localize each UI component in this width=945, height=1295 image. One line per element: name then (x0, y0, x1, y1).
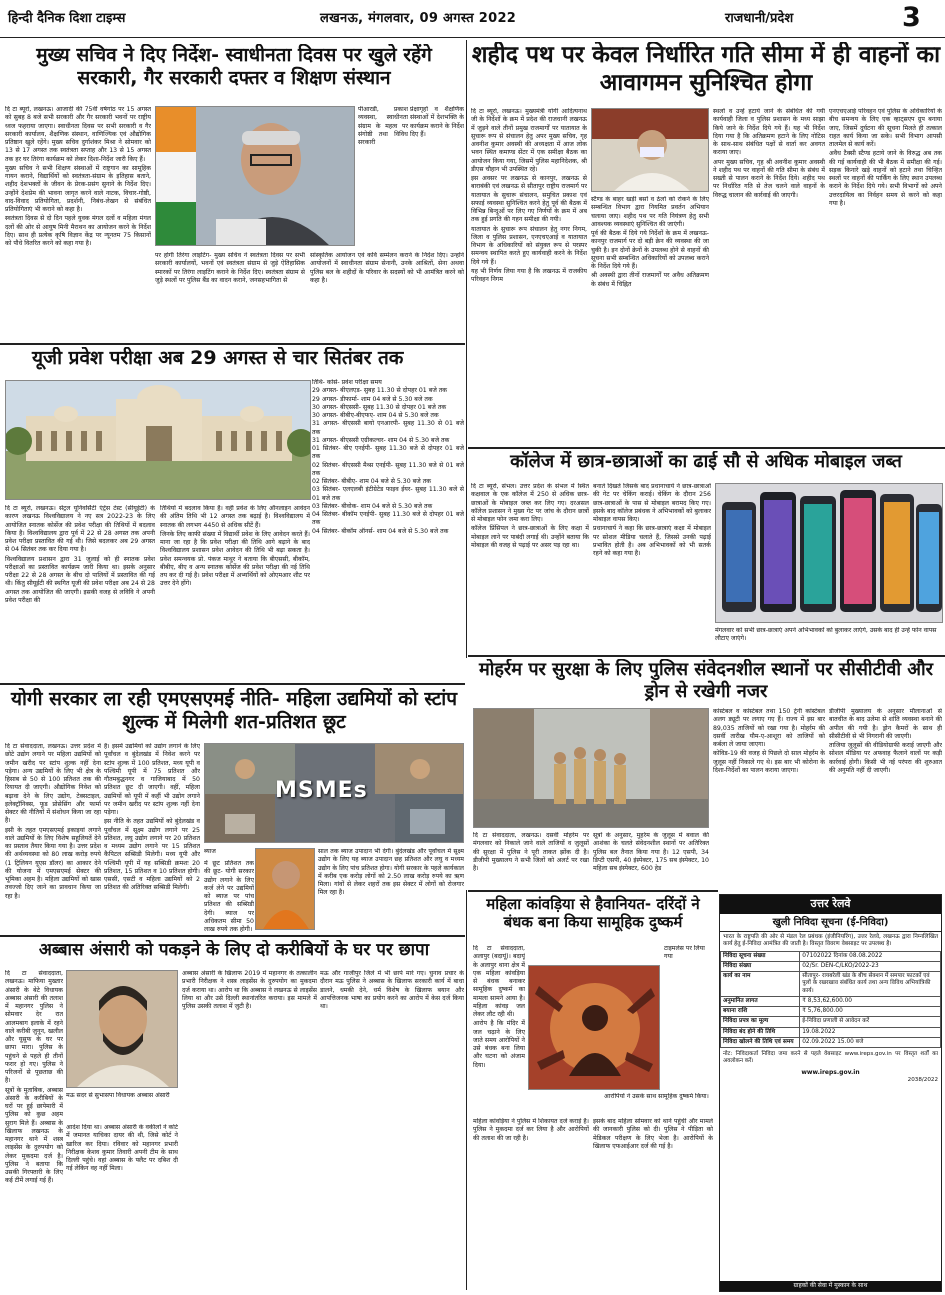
paragraph: श्री अवस्थी द्वारा तीनों राजमार्गों पर अवैध अतिक्रमण के संबंध में चिह्नित (591, 272, 709, 288)
tender-row-value: ₹ 8,53,62,600.00 (800, 996, 941, 1006)
paragraph: पीआरडी, प्रकाश व्यवस्था, स्वाधीनता संग्राम के महत्व पर संगोष्ठी तथा विविध सरकारी (358, 106, 408, 146)
article-body (182, 970, 317, 1290)
paragraph: साल तक ब्याज उपादान भी देगी। बुंदेलखंड और पूर्वांचल में सूक्ष्म उद्योग के लिए यह ब्याज उपादान छह प्रतिशत और लघु व मध्यम उद्योग के लिए पांच प्रतिशत होगा। योगी सरकार के पहले कार्यकाल में करीब एक करोड़ लोगों को 2.50 लाख करोड़ रुपये का ऋण मिला। गांवों से लेकर शहरों तक इस सेक्टर में लोगों को रोजगार मिल रहा है। (318, 848, 464, 897)
paragraph: कांस्टेबल व कांस्टेबल तथा 150 ट्रेनी कांस्टेबल अलग ड्यूटी पर लगाए गए हैं। राज्य में इस बार 89,035 ताजियों को रखा गया है। मोहर्रम की दसवीं तारीख यौम-ए-आशूरा को ताजियों को कर्बला ले जाया जाएगा। (713, 708, 825, 748)
article-body (66, 1124, 178, 1290)
article-body (204, 860, 254, 934)
paragraph: प्रेक्षागृहों व शैक्षणिक संस्थाओं में देशभक्ति के कार्यक्रम कराने के निर्देश दिए हैं। (410, 106, 464, 138)
paragraph: स्टैण्ड के बाहर खड़ी बसों व ठेलों को रोकने के लिए सम्बन्धित विभाग द्वारा नियमित प्रवर्तन अभियान चलाया जाए। शहीद पथ पर गति नियंत्रण हेतु सभी आवश्यक व्यवस्थाएं सुनिश्चित की जाएंगी। (591, 196, 709, 228)
article-body (471, 483, 589, 653)
tender-row (721, 962, 941, 972)
tender-row-value: सीतापुर- रायबरेली खंड के बीच सेक्शन में समपार फाटकों एवं पुलों के रखरखाव संबंधित कार्य तथा अन्य विविध अभियांत्रिकी कार्य। (800, 972, 941, 997)
article-body (320, 970, 464, 1290)
tender-row-value: 07102022 दिनांक 08.08.2022 (800, 951, 941, 961)
paragraph: जिनके लिए काफी संख्या में विद्यार्थी प्रवेश के लिए आवेदन करते हैं। माना जा रहा है कि प्रवेश परीक्षा की तिथि आगे बढ़ाने के बाद विश्वविद्यालय प्रशासन प्रवेश आवेदन की तिथि भी बढ़ा सकता है। प्रवेश समन्वयक प्रो. पंकज माथुर ने बताया कि बीएससी, बीकॉम, बीबीए, बीए व अन्य स्नातक कोर्सेज की प्रवेश परीक्षा की नई तिथि तय कर दी गई है। प्रवेश परीक्षा में अभ्यर्थियों को ओएमआर शीट पर उत्तर देने होंगे। (160, 530, 310, 588)
article-body (310, 252, 464, 340)
tender-row (721, 951, 941, 961)
newspaper-name: हिन्दी दैनिक दिशा टाइम्स (8, 11, 126, 26)
tender-row (721, 996, 941, 1006)
article-body (5, 505, 155, 680)
paragraph: इसके बाद महिला सोमवार को थाने पहुंची और मामले की जानकारी पुलिस को दी। पुलिस ने पीड़िता को मेडिकल परीक्षण के लिए भेजा है। आरोपियों के खिलाफ एफआईआर दर्ज की गई है। (593, 1118, 713, 1150)
section-name: राजधानी/प्रदेश (725, 11, 794, 26)
tender-row (721, 1027, 941, 1037)
tender-row (721, 1017, 941, 1027)
article-body (318, 848, 464, 934)
photo-caption: ब्याज (204, 848, 216, 855)
article-body (473, 1118, 589, 1290)
paragraph: दि टा संवाददाता, लखनऊ। दसवीं मोहर्रम पर मंगलवार को निकाले जाने वाले ताजियों व जुलूसों की सुरक्षा में पुलिस ने पूरी ताकत झोंक दी है। डीजीपी मुख्यालय ने सभी जिलों को अलर्ट पर रखा है। (473, 832, 589, 872)
article-body (5, 970, 63, 1290)
article-body (593, 832, 709, 888)
paragraph: अपर मुख्य सचिव, गृह श्री अवनीश कुमार अवस्थी ने शहीद पथ पर वाहनों की गति सीमा के संबंध में सख्ती से पालन कराने के निर्देश दिये। शहीद पथ पर निर्धारित गति से तेज चलने वाले वाहनों के विरुद्ध चालान की कार्रवाई की जाएगी। (713, 158, 825, 199)
tender-intro: भारत के राष्ट्रपति की ओर से मंडल रेल प्रबंधक (इंजीनियरिंग), उत्तर रेलवे, लखनऊ द्वारा निम्नलिखित कार्य हेतु ई-निविदा आमंत्रित की जाती है। विस्तृत विवरण वेबसाइट पर उपलब्ध है। (723, 933, 938, 948)
page-number: 3 (902, 2, 921, 33)
article-body (829, 108, 942, 444)
column-divider (466, 40, 467, 658)
headline-msme-policy: योगी सरकार ला रही एमएसएमई नीति- महिला उद्यमियों को स्टांप शुल्क में मिलेगी शत-प्रतिशत छूट (10, 688, 458, 733)
tender-row-value: ₹ 5,76,800.00 (800, 1007, 941, 1017)
article-body (5, 106, 151, 342)
paragraph: मुख्य सचिव ने सभी शिक्षण संस्थाओं में राष्ट्रगान का सामूहिक गायन कराने, विद्यार्थियों को स्वतंत्रता-संग्राम के इतिहास बताने, शहीद देशभक्तों के जीवन के प्रेरक-प्रसंग सुनाने के निर्देश दिए। उन्होंने देशप्रेम की भावना जागृत करने वाले नाटक, विचार-गोष्ठी, वाद-विवाद प्रतियोगिता, प्रदर्शनी, निबंध-लेखन से संबंधित प्रतियोगिताएं भी कराने को कहा है। (5, 164, 151, 213)
tender-row (721, 972, 941, 997)
paragraph: आदेश दिया था। अब्बास अंसारी के वकीलों ने कोर्ट में जमानत याचिका दायर की थी, जिसे कोर्ट ने खारिज कर दिया। रविवार को महानगर प्रभारी निरीक्षक केशव कुमार तिवारी अपनी टीम के साथ दिल्ली पहुंचे। वहां अब्बास के फ्लैट पर दबिश दी गई लेकिन वह नहीं मिला। (66, 1124, 178, 1173)
paragraph: मऊ और गाजीपुर जिले में भी छापे मारे गए। चुनाव प्रचार के दौरान मऊ पुलिस ने अब्बास के खिलाफ सरकारी कार्य में बाधा डालने, धमकी देने, धर्म विशेष के खिलाफ बयान और आपत्तिजनक भाषा का प्रयोग करने का आरोप में केस दर्ज किया था। (320, 970, 464, 1010)
dateline: लखनऊ, मंगलवार, 09 अगस्त 2022 (320, 11, 517, 26)
university-photo (5, 380, 311, 500)
headline-kanwariya-crime: महिला कांवड़िया से हैवानियत- दरिंदों ने बंधक बना किया सामूहिक दुष्कर्म (486, 895, 700, 931)
tender-row (721, 1037, 941, 1047)
police-patrol-photo (473, 708, 709, 828)
paragraph: विश्वविद्यालय प्रशासन द्वारा 31 जुलाई को ही स्नातक प्रवेश परीक्षाओं का प्रस्तावित कार्यक्रम जारी किया था। इसके अनुसार परीक्षा 22 से 28 अगस्त के बीच दो पालियों में प्रस्तावित की गई थी। किंतु सीयूईटी की स्थगित यूजी की प्रवेश परीक्षा अब 24 से 28 अगस्त तक आयोजित की जाएगी। इसकी वजह से लविवि ने अपनी प्रवेश परीक्षा की (5, 555, 155, 604)
tender-row-value: 02.09.2022 15.00 बजे (800, 1037, 941, 1047)
paragraph: अब्बास अंसारी के खिलाफ 2019 में महानगर के तत्कालीन प्रभारी निरीक्षक ने शस्त्र लाइसेंस के दुरुपयोग का मुकदमा दर्ज कराया था। आरोप था कि अब्बास ने लखनऊ से लाइसेंस लिया था और उसे दिल्ली स्थानांतरित कराया। इस मामले में पुलिस उसकी तलाश में जुटी है। (182, 970, 317, 1010)
section-rule (468, 890, 718, 892)
paragraph: इसी के तहत एमएसएमई इकाइयां लगाने वाले उद्यमियों के लिए विशेष सहूलियतें देने का प्रस्ताव तैयार किया गया है। उत्तर प्रदेश की अर्थव्यवस्था को 80 लाख करोड़ रुपये (1 ट्रिलियन यूएस डॉलर) का आकार देने की योजना में एमएसएमई सेक्टर की भूमिका अहम है। महिला उद्यमियों को खास तवज्जो दिए जाने का प्रावधान किया जा रहा है। (5, 826, 101, 900)
headline-chief-secretary: मुख्य सचिव ने दिए निर्देश- स्वाधीनता दिवस पर खुले रहेंगे सरकारी, गैर सरकारी दफ्तर व शिक्षण संस्थान (36, 44, 432, 89)
tender-row-value: 19.08.2022 (800, 1027, 941, 1037)
article-body (593, 483, 711, 653)
paragraph: यह भी निर्णय लिया गया है कि लखनऊ में राजकीय परिवहन निगम (471, 267, 587, 283)
tender-row-label: निविदा खोलने की तिथि एवं समय (721, 1037, 800, 1047)
tender-row-value: ई-निविदा प्रणाली से आवेदन करें (800, 1017, 941, 1027)
article-body (829, 708, 942, 888)
tender-code: 2038/2022 (907, 1076, 938, 1083)
paragraph: दि टा संवाददाता, लखनऊ। उत्तर प्रदेश में छोटे उद्योग लगाने पर महिला उद्यमियों को जमीन खरीद पर स्टांप शुल्क नहीं देना पड़ेगा। अन्य उद्यमियों के लिए भी क्षेत्र के हिसाब से 50 से 100 प्रतिशत तक की रियायत दी जाएगी। औद्योगिक निवेश को बढ़ावा देने के लिए उद्योग, टेक्सटाइल, इलेक्ट्रॉनिक्स, फूड प्रोसेसिंग और फार्मा सेक्टर की नीतियों में संशोधन किया जा रहा है। (5, 743, 101, 825)
paragraph: दि टा संवाददाता, अलापुर (बदायूं)। बदायूं के अलापुर थाना क्षेत्र में एक महिला कांवड़िया से बंधक बनाकर सामूहिक दुष्कर्म का मामला सामने आया है। महिला कांवड़ जल लेकर लौट रही थी। (473, 945, 525, 1018)
paragraph: दि टा ब्यूरो, लखनऊ। सेंट्रल यूनिवर्सिटी एंट्रेंस टेस्ट (सीयूईटी) के कारण लखनऊ विश्वविद्यालय ने नए सत्र 2022-23 के लिए आयोजित स्नातक कोर्सेज की प्रवेश परीक्षा की तिथियों में बदलाव किया है। विश्वविद्यालय द्वारा पूर्व में 22 से 28 अगस्त तक अपनी प्रवेश परीक्षा प्रस्तावित की गई थी। जिसे बदलकर अब 29 अगस्त से 04 सितंबर तक कर दिया गया है। (5, 505, 155, 554)
paragraph: तिथियों में बदलाव किया है। वहीं प्रवेश के लिए ऑनलाइन आवेदन की अंतिम तिथि भी 12 अगस्त तक बढ़ाई है। विश्वविद्यालय में स्नातक की लगभग 4450 से अधिक सीटें हैं। (160, 505, 310, 529)
paragraph: महिला कांवड़िया ने पुलिस में शिकायत दर्ज कराई है। पुलिस ने मुकदमा दर्ज कर लिया है और आरोपियों की तलाश की जा रही है। (473, 1118, 589, 1142)
paragraph: ताजिया जुलूसों की वीडियोग्राफी कराई जाएगी और सोशल मीडिया पर अफवाह फैलाने वालों पर कड़ी कार्रवाई होगी। किसी भी नई परंपरा की शुरुआत की अनुमति नहीं दी जाएगी। (829, 742, 942, 774)
photo-caption: टाइमलेस पर लिया गया (664, 945, 705, 961)
article-body (593, 1118, 713, 1290)
tender-row-label: बयाना राशि (721, 1007, 800, 1017)
tender-note: नोट: निविदाकर्ता निविदा जमा करने से पहले वेबसाइट www.ireps.gov.in पर विस्तृत शर्तों का अवलोकन करें। (723, 1051, 938, 1065)
article-body (410, 106, 464, 246)
cm-yogi-photo (255, 848, 315, 930)
tender-row-label: निविदा सूचना संख्या (721, 951, 800, 961)
section-rule (0, 683, 465, 685)
section-rule (0, 343, 465, 345)
headline-ug-exam: यूजी प्रवेश परीक्षा अब 29 अगस्त से चार सितंबर तक (32, 347, 404, 369)
tender-website[interactable]: www.ireps.gov.in (801, 1068, 860, 1076)
tender-row-label: निविदा संख्या (721, 962, 800, 972)
section-rule (468, 447, 945, 449)
paragraph: डीजीपी मुख्यालय के अनुसार मौलानाओं से बातचीत के बाद उलेमा से शांति व्यवस्था बनाने की अपील की गयी है। ड्रोन कैमरों के साथ ही सीसीटीवी से भी निगरानी की जाएगी। (829, 708, 942, 740)
column-divider (466, 890, 467, 1290)
paragraph: है। इसमें उद्यमियों को उद्योग लगाने के लिए पूर्वांचल व बुंदेलखंड में निवेश करने पर स्टांप शुल्क में 100 प्रतिशत, मध्य यूपी व पश्चिमी यूपी में 75 प्रतिशत और गौतमबुद्धनगर व गाजियाबाद में 50 प्रतिशत छूट दी जाएगी। वहीं, महिला उद्यमियों को यूपी में कहीं भी उद्योग लगाने पर जमीन खरीद पर स्टांप शुल्क नहीं देना पड़ेगा। (104, 743, 200, 816)
article-body (5, 743, 101, 933)
paragraph: सांस्कृतिक आयोजन एवं कवि सम्मेलन कराने के निर्देश दिए। उन्होंने आयोजनों में स्वाधीनता संग्राम सेनानी, उनके आश्रितों, सेना अथवा पुलिस बल के शहीदों के परिवार के सदस्यों को भी आमंत्रित करने को कहा है। (310, 252, 464, 284)
photo-caption: मंगलवार को सभी छात्र-छात्राएं अपने अभिभावकों को बुलाकर लाएंगे, उसके बाद ही उन्हें फोन वापस लौटाए जाएंगे। (715, 627, 937, 643)
tender-row-label: कार्य का नाम (721, 972, 800, 997)
msme-collage-photo (204, 743, 464, 843)
paragraph: सूत्रों के मुताबिक, अब्बास अंसारी के करीबियों के घरों पर हुई छापेमारी में पुलिस को कुछ अहम सुराग मिले हैं। अब्बास के खिलाफ लखनऊ के महानगर थाने में शस्त्र लाइसेंस के दुरुपयोग को लेकर मुकदमा दर्ज है। पुलिस ने बताया कि उसकी गिरफ्तारी के लिए कई टीमें लगाई गई हैं। (5, 1086, 63, 1185)
article-body (591, 196, 709, 444)
railway-tender-ad (719, 894, 942, 1292)
paragraph: दि टा ब्यूरो, संभल। उत्तर प्रदेश के संभल में स्थित कक्षवाल के एक कॉलेज में 250 से अधिक छात्र-छात्राओं के मोबाइल जब्त कर लिए गए। दरअसल कॉलेज प्रशासन ने मुख्य गेट पर जांच के दौरान छात्रों से मोबाइल फोन जमा करा लिए। (471, 483, 589, 523)
tender-title: खुली निविदा सूचना (ई-निविदा) (720, 914, 941, 932)
tender-org: उत्तर रेलवे (720, 895, 941, 914)
paragraph: कॉलेज प्रिंसिपल ने छात्र-छात्राओं के लिए कक्षा में मोबाइल लाने पर पाबंदी लगाई थी। उन्होंने बताया कि मोबाइल की वजह से पढ़ाई पर असर पड़ रहा था। (471, 525, 589, 549)
paragraph: स्थलों व उन्हें हटाये जाने के संबंधित की गयी कार्यवाही जिला व पुलिस प्रशासन के मध्य साझा किये जाने के निर्देश दिये गये हैं। यह भी निर्देश दिया गया है कि अतिक्रमण हटाने के लिए नोटिस के साथ-साथ संबंधित पक्षों से वार्ता कर अवगत कराया जाए। (713, 108, 825, 157)
exam-schedule: तिथि- कोर्स- प्रवेश परीक्षा समय 29 अगस्त- बीएलएड- सुबह 11.30 से दोपहर 01 बजे तक 29 अगस्त- डीफार्मा- शाम 04 बजे से 5.30 बजे तक 30 अगस्त- बीएससी- सुबह 11.30 से दोपहर 01 बजे तक 30 अगस्त- बीबीए-बीएफए- शाम 04 से 5.30 बजे तक 31 अगस्त- बीएससी बायो एनआरपी- सुबह 11.30 से 01 बजे तक 31 अगस्त- बीएससी एग्रीकल्चर- शाम 04 से 5.30 बजे तक 01 सितंबर- बीए एनईपी- सुबह 11.30 बजे से दोपहर 01 बजे तक 02 सितंबर- बीएससी मैथ्स एनईपी- सुबह 11.30 बजे से 01 बजे तक 02 सितंबर- बीबीए- शाम 04 बजे से 5.30 बजे तक 03 सितंबर- एलएलबी इंटीग्रेटेड फाइव ईयर- सुबह 11.30 बजे से 01 बजे तक 03 सितंबर- बीवोक- शाम 04 बजे से 5.30 बजे तक 04 सितंबर- बीकॉम एनईपी- सुबह 11.30 बजे से दोपहर 01 बजे तक 04 सितंबर- बीकॉम ऑनर्स- शाम 04 बजे से 5.30 बजे तक (312, 379, 464, 535)
paragraph: आरोप है कि मंदिर में जल चढ़ाने के लिए जाते समय आरोपियों ने उसे बंधक बना लिया और घटना को अंजाम दिया। (473, 1020, 525, 1069)
paragraph: पर होगी तिरंगा लाइटिंग- मुख्य सचिव ने स्वतंत्रता दिवस पर सभी सरकारी कार्यालयों, भवनों एवं स्वतंत्रता संग्राम से जुड़े ऐतिहासिक स्मारकों पर तिरंगा लाइटिंग कराने के निर्देश दिए। स्वतंत्रता संग्राम से जुड़े स्थलों पर पुलिस बैंड का वादन कराने, जनसहभागिता से (155, 252, 305, 284)
mobile-phones-photo (715, 483, 943, 623)
msme-label: MSMEs (275, 778, 368, 803)
paragraph: अवैध टैक्सी स्टैण्ड हटाये जाने के विरुद्ध अब तक की गई कार्यवाही की भी बैठक में समीक्षा की गई। सड़क किनारे खड़े वाहनों को हटाने तथा चिन्हित स्थलों पर वाहनों की पार्किंग के लिए स्थान उपलब्ध कराने के निर्देश दिये गये। सभी विभागों को अपने उत्तरदायित्व का निर्वहन समय से करने को कहा गया है। (829, 150, 942, 207)
paragraph: पूर्व की बैठक में दिये गये निर्देशों के क्रम में लखनऊ-कानपुर राजमार्ग पर दो बड़ी क्रेन की व्यवस्था की जा चुकी है। इन दोनों क्रेनों के उपलब्ध होने से वाहनों की सूचना सभी सम्बन्धित अधिकारियों को उपलब्ध कराने के निर्देश दिये गये हैं। (591, 230, 709, 270)
tender-row-label: अनुमानित लागत (721, 996, 800, 1006)
abbas-ansari-photo (66, 970, 178, 1088)
paragraph: इस नीति के तहत उद्यमियों को बुंदेलखंड व पूर्वांचल में सूक्ष्म उद्योग लगाने पर 25 प्रतिशत, लघु उद्योग लगाने पर 20 प्रतिशत व मध्यम उद्योग लगाने पर 15 प्रतिशत कैपिटल सब्सिडी मिलेगी। मध्य यूपी और पश्चिमी यूपी में यह सब्सिडी क्रमशः 20 प्रतिशत, 15 प्रतिशत व 10 प्रतिशत होगी। एससी, एसटी व महिला उद्यमियों को 2 प्रतिशत की अतिरिक्त सब्सिडी मिलेगी। (104, 818, 200, 892)
paragraph: कोविड-19 की वजह से पिछले दो साल मोहर्रम के जुलूस नहीं निकाले गए थे। इस बार भी कोरोना के दिशा-निर्देशों का पालन कराया जाएगा। (713, 750, 825, 774)
article-body (713, 708, 825, 888)
headline-muharram-security: मोहर्रम पर सुरक्षा के लिए पुलिस संवेदनशील स्थानों पर सीसीटीवी और ड्रोन से रखेगी नजर (478, 659, 934, 702)
article-body (160, 505, 310, 680)
headline-mobile-seized: कॉलेज में छात्र-छात्राओं का ढाई सौ से अधिक मोबाइल जब्त (510, 451, 902, 472)
paragraph: प्रधानाचार्य ने कहा कि छात्र-छात्राएं कक्षा में मोबाइल पर सोशल मीडिया चलाते हैं, जिससे उनकी पढ़ाई प्रभावित होती है। अब अभिभावकों को भी सतर्क रहने को कहा गया है। (593, 525, 711, 557)
paragraph: सूत्रों के अनुसार, मुहर्रम के जुलूस में बवाल की आशंका के चलते संवेदनशील स्थानों पर अतिरिक्त पुलिस बल तैनात किया गया है। 12 एसपी, 34 डिप्टी एसपी, 40 इंस्पेक्टर, 175 सब इंस्पेक्टर, 10 महिला सब इंस्पेक्टर, 600 हेड (593, 832, 709, 872)
paragraph: दि टा संवाददाता, लखनऊ। माफिया मुख्तार अंसारी के बेटे विधायक अब्बास अंसारी की तलाश में महानगर पुलिस ने सोमवार देर रात आलमबाग इलाके में रहने वाले करीबी जुनून, खलील और यूसुफ के घर पर छापा मारा। पुलिस के पहुंचने से पहले ही तीनों फरार हो गए। पुलिस ने परिजनों से पूछताछ की है। (5, 970, 63, 1085)
headline-abbas-ansari: अब्बास अंसारी को पकड़ने के लिए दो करीबियों के घर पर छापा (38, 940, 430, 960)
section-rule (0, 935, 465, 937)
article-body (104, 743, 200, 933)
article-body (713, 108, 825, 444)
masthead (0, 0, 945, 38)
meeting-photo (591, 108, 709, 192)
paragraph: यातायात के सुचारू रूप संचालन हेतु नगर निगम, जिला व पुलिस प्रशासन, एनएचएआई व यातायात विभाग के अधिकारियों को संयुक्त रूप से परस्पर समन्वय स्थापित करते हुए कार्यवाही करने के निर्देश दिये गये हैं। (471, 225, 587, 266)
article-body (473, 832, 589, 888)
tender-table (720, 951, 941, 1048)
tender-row-value: 02/Sr. DEN-C/LKO/2022-23 (800, 962, 941, 972)
paragraph: में छूट प्रतिशत तक की छूट- योगी सरकार उद्योग लगाने के लिए कर्ज लेने पर उद्यमियों को ब्याज पर पांच प्रतिशत की सब्सिडी देगी। ब्याज पर अधिकतम सीमा 50 लाख रुपये तक होगी। (204, 860, 254, 933)
chief-secretary-photo (155, 106, 355, 246)
article-body (358, 106, 408, 166)
article-body (473, 945, 525, 1095)
photo-caption: मऊ सदर से सुभासपा विधायक अब्बास अंसारी (66, 1092, 170, 1099)
headline-shaheed-path: शहीद पथ पर केवल निर्धारित गति सीमा में ही वाहनों का आवागमन सुनिश्चित होगा (471, 42, 941, 96)
paragraph: दि टा ब्यूरो, लखनऊ। मुख्यमंत्री योगी आदित्यनाथ जी के निर्देशों के क्रम में प्रदेश की राजधानी लखनऊ में जुड़ने वाले तीनों प्रमुख राजमार्गों पर यातायात के सुचारू रूप से संचालन हेतु अपर मुख्य सचिव, गृह अवनीश कुमार अवस्थी की अध्यक्षता में आज लोक भवन स्थित कमाण्ड सेंटर में एक समीक्षा बैठक का आयोजन किया गया, जिसमें पुलिस महानिदेशक, श्री डीएस चौहान भी उपस्थित रहे। (471, 108, 587, 173)
tender-row (721, 1007, 941, 1017)
paragraph: स्वतंत्रता दिवस से दो दिन पहले युवक मंगल दलों व महिला मंगल दलों की ओर से आयुष मिनी मैराथन का आयोजन करने के निर्देश दिए। साथ ही प्रत्येक कृषि विज्ञान केंद्र पर न्यूनतम 75 किसानों को पौधे वितरित करने को कहा गया है। (5, 215, 151, 247)
paragraph: एनएचएआई परिवहन एवं पुलिस के अधिकारियों के बीच समन्वय के लिए एक व्हाट्सएप ग्रुप बनाया जाए, जिसमें दुर्घटना की सूचना मिलते ही तत्काल राहत कार्य किया जा सके। सभी विभाग आपसी तालमेल से कार्य करें। (829, 108, 942, 148)
paragraph: इस अवसर पर लखनऊ से कानपुर, लखनऊ से बाराबंकी एवं लखनऊ से सीतापुर राष्ट्रीय राजमार्ग पर यातायात के सुचारू संचालन, समुचित प्रकाश एवं सफाई व्यवस्था सुनिश्चित करने हेतु पूर्व की बैठक में विभिन्न बिन्दुओं पर लिए गए निर्णयों के क्रम में अब तक हुई प्रगति की गहन समीक्षा की गयी। (471, 175, 587, 224)
article-body (155, 252, 305, 340)
tender-row-label: निविदा बंद होने की तिथि (721, 1027, 800, 1037)
section-rule (468, 655, 945, 657)
article-body (471, 108, 587, 444)
crime-illustration (528, 965, 660, 1090)
tender-row-label: निविदा प्रपत्र का मूल्य (721, 1017, 800, 1027)
tender-footer: ग्राहकों की सेवा में मुस्कान के साथ (720, 1281, 941, 1291)
paragraph: बनाते दिखते जिसके बाद प्रधानाचार्य ने छात्र-छात्राओं की गेट पर चेकिंग कराई। चेकिंग के दौरान 256 छात्र-छात्राओं के पास से मोबाइल बरामद किए गए। इसके बाद कॉलेज प्रबंधक ने अभिभावकों को बुलाकर मोबाइल वापस किए। (593, 483, 711, 523)
paragraph: दि टा ब्यूरो, लखनऊ। आजादी की 75वीं वर्षगांठ पर 15 अगस्त को सुबह 8 बजे सभी सरकारी और गैर सरकारी भवनों पर राष्ट्रीय ध्वज फहराया जाएगा। स्वाधीनता दिवस पर सभी सरकारी व गैर सरकारी कार्यालय, शैक्षणिक संस्थान, वाणिज्यिक एवं औद्योगिक प्रतिष्ठान खुले रहेंगे। मुख्य सचिव दुर्गाशंकर मिश्रा ने सोमवार को 13 से 17 अगस्त तक स्वतंत्रता सप्ताह और 13 से 15 अगस्त तक हर घर तिरंगा कार्यक्रम को लेकर दिशा-निर्देश जारी किए हैं। (5, 106, 151, 163)
photo-caption: आरोपियों ने उसके साथ सामूहिक दुष्कर्म किया। (604, 1093, 709, 1100)
